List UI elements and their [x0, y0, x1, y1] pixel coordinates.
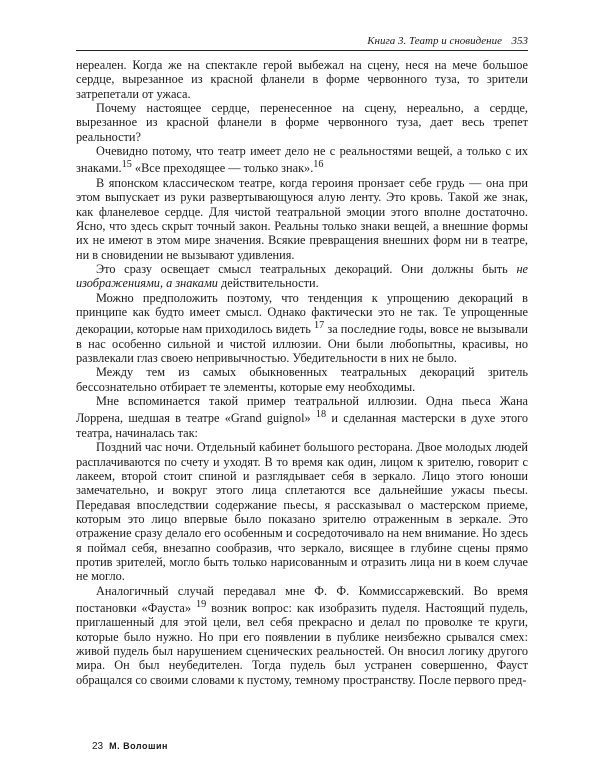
paragraph [76, 584, 528, 688]
running-head [76, 34, 528, 51]
paragraph-text: Аналогичный случай передавал мне Ф. Ф. Коммиссаржевский. Во время постановки «Фауста» [76, 583, 528, 616]
page-number: 353 [511, 35, 528, 47]
signature-name: М. Волошин [109, 741, 168, 751]
paragraph-text: и сделанная мастерски в духе этого театра, начиналась так: [76, 411, 528, 440]
footnote-ref: 18 [315, 409, 327, 421]
paragraph [76, 394, 528, 440]
paragraph [76, 291, 528, 366]
italic-phrase: не изображениями, а знаками [76, 261, 528, 291]
paragraph: нереален. Когда же на спектакле герой выбежал на сцену, неся на мече большое сердце, вырезанное из красной фланели в форме червонного туза, то зрители затрепетали от ужаса. [76, 58, 528, 101]
paragraph-text: возник вопрос: как изобразить пуделя. Настоящий пудель, приглашенный для этой цели, вел себя прекрасно и делал по проволке те круги, которые было нужно. Но при его появлении в публике неизбежно срывался смех: живой пудель был нарушением сценических реальностей. Он вносил логику другого мира. Он был неубедителен. Тогда пудель был устранен совершенно, Фауст обращался со своими словами к пустому, темному пространству. После первого пред- [76, 601, 528, 687]
signature-number: 23 [92, 741, 104, 752]
body-text [76, 58, 528, 687]
paragraph: В японском классическом театре, когда героиня пронзает себе грудь — она при этом выпускает из руки развертывающуюся алую ленту. Это кровь. Такой же знак, как фланелевое сердце. Для чистой театральной эмоции этого вполне достаточно. Ясно, что здесь скрыт точный закон. Реальны только знаки вещей, а внешние формы их не имеют в этом мире значения. Всякие превращения внешних форм ни в театре, ни в сновидении не вызывают удивления. [76, 175, 528, 262]
paragraph: Между тем из самых обыкновенных театральных декораций зритель бессознательно отбирает те элементы, которые ему необходимы. [76, 365, 528, 394]
page [76, 34, 528, 687]
paragraph-text: действительности. [217, 276, 319, 291]
signature-mark [92, 741, 168, 752]
footnote-ref: 19 [195, 599, 207, 610]
paragraph-text: Это сразу освещает смысл театральных декораций. Они должны быть [96, 261, 508, 276]
paragraph [76, 144, 528, 176]
paragraph-text: Мне вспоминается такой пример театральной иллюзии. Одна пьеса Жана Лоррена, шедшая в театре «Grand guignol» [76, 394, 528, 426]
quote: «Все преходящее — только знак». [134, 161, 314, 176]
footnote-ref: 17 [313, 320, 325, 332]
paragraph [76, 262, 528, 291]
running-head-title: Книга 3. Театр и сновидение [367, 35, 502, 47]
paragraph: Почему настоящее сердце, перенесенное на сцену, нереально, а сердце, вырезанное из красной фланели в форме червонного туза, дает весь трепет реальности? [76, 101, 528, 144]
paragraph-text: Можно предположить поэтому, что тенденция к упрощению декораций в принципе как будто имеет смысл. Однако фактически это не так. Те упрощенные декорации, которые нам приходилось видеть [76, 290, 528, 337]
paragraph-text: Очевидно потому, что театр имеет дело не с реальностями вещей, а только с их знаками. [76, 144, 528, 176]
footnote-ref: 15 [121, 159, 132, 171]
paragraph-text: за последние годы, вовсе не вызывали в нас особенно сильной и чистой иллюзии. Они были любопытны, красивы, но развлекали глаз своею непривычностью. Убедительности в них не было. [76, 322, 529, 366]
footnote-ref: 16 [313, 159, 324, 171]
paragraph: Поздний час ночи. Отдельный кабинет большого ресторана. Двое молодых людей расплачиваются по счету и уходят. В то время как один, лицом к зрителю, говорит с лакеем, второй стоит спиной и разглядывает себя в зеркало. Лицо этого юноши замечательно, и вокруг этого лица сплетаются все дальнейшие ужасы пьесы. Передавая впоследствии содержание пьесы, я рассказывал о мастерском приеме, которым это лицо впервые было показано зрителю отраженным в зеркале. Это отражение сразу делало его особенным и сосредоточивало на нем внимание. Но здесь я поймал себя, внезапно сообразив, что зеркало, висящее в глубине сцены прямо против зрителей, могло быть только нарисованным и отразить лица ни в коем случае не могло. [76, 440, 528, 584]
